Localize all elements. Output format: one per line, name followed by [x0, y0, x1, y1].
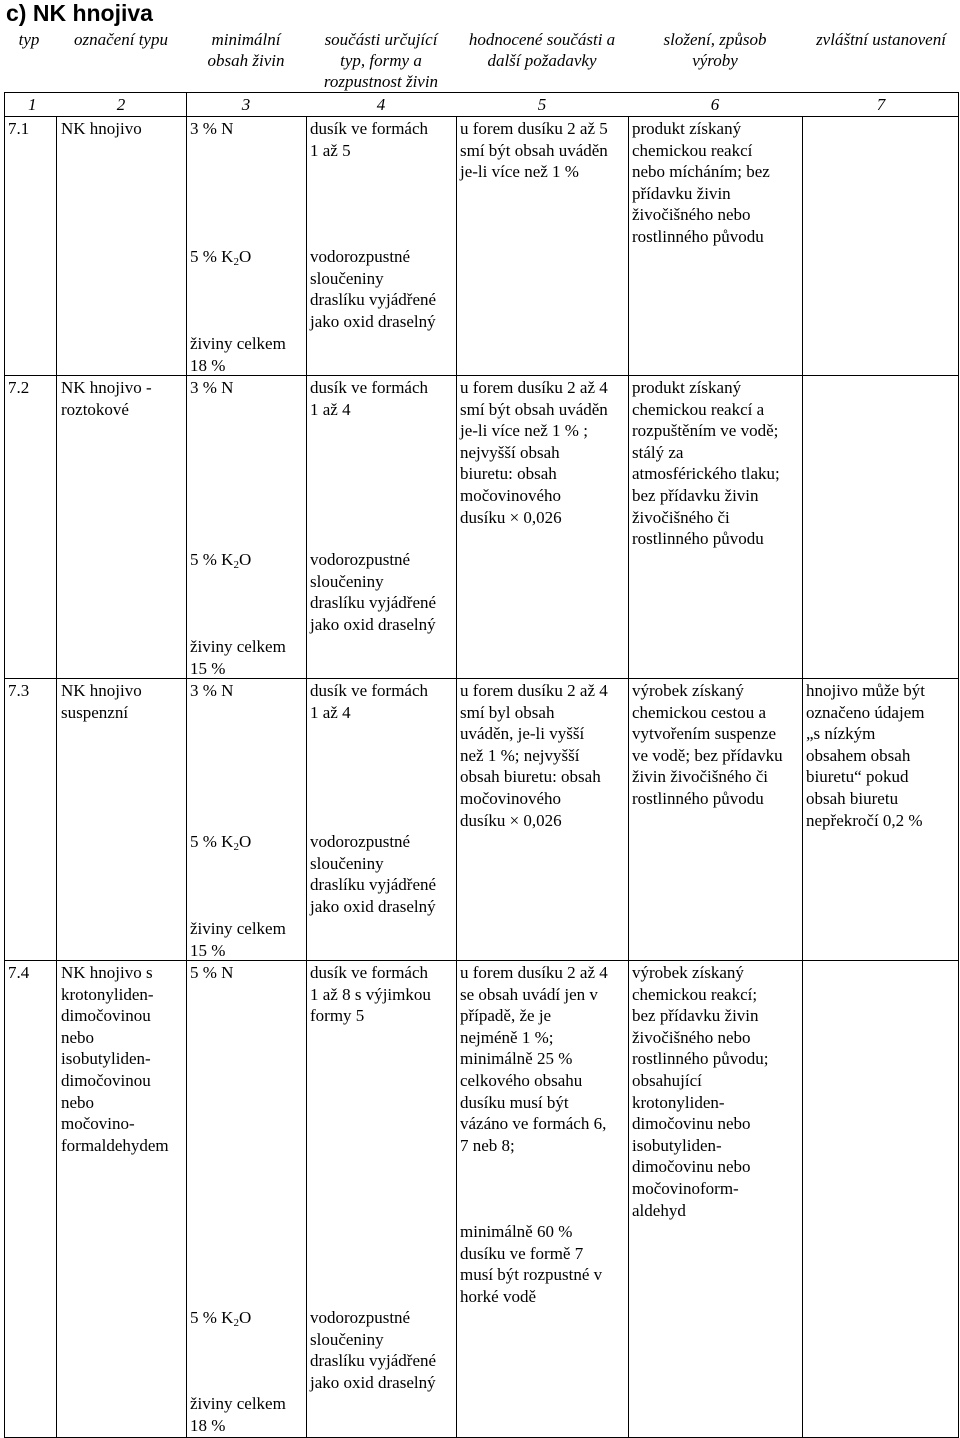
k-post: O — [238, 1308, 252, 1327]
row-form-k: vodorozpustné sloučeniny draslíku vyjádřené jako oxid draselný — [310, 247, 437, 331]
number-row-rule — [4, 116, 959, 117]
header-slozeni: složení, způsob výroby — [663, 30, 767, 70]
k-pre: 5 % K — [190, 1308, 234, 1327]
column-rule — [628, 116, 629, 1438]
row-min-n: 3 % N — [190, 119, 234, 138]
row-eval: u forem dusíku 2 až 4 se obsah uvádí jen v případě, že je nejméně 1 %; minimálně 25 % celkového obsahu dusíku musí být vázáno ve formách 6, 7 neb 8; — [460, 963, 608, 1155]
header-soucasti: součásti určující typ, formy a rozpustnost živin — [323, 30, 439, 91]
row-eval: u forem dusíku 2 až 4 smí byl obsah uváděn, je-li vyšší než 1 %; nejvyšší obsah biuretu: obsah močovinového dusíku × 0,026 — [460, 681, 608, 830]
row-composition: výrobek získaný chemickou reakcí; bez přídavku živin živočišného nebo rostlinného původu; obsahující krotonyliden- dimočovinu nebo isobutyliden- dimočovinu nebo močovinoform- aldehyd — [632, 963, 769, 1220]
header-bottom-rule — [4, 92, 959, 93]
row-special: hnojivo může být označeno údajem „s nízkým obsahem obsah biuretu“ pokud obsah biuretu nepřekročí 0,2 % — [806, 681, 925, 830]
row-rule — [4, 678, 959, 679]
column-rule — [802, 116, 803, 1438]
column-rule — [958, 92, 959, 1438]
k-post: O — [238, 550, 252, 569]
k-pre: 5 % K — [190, 550, 234, 569]
row-total: živiny celkem 15 % — [190, 919, 286, 960]
row-rule — [4, 375, 959, 376]
k-pre: 5 % K — [190, 832, 234, 851]
row-total: živiny celkem 18 % — [190, 1394, 286, 1435]
k-pre: 5 % K — [190, 247, 234, 266]
row-form-n: dusík ve formách 1 až 5 — [310, 119, 429, 160]
row-composition: výrobek získaný chemickou cestou a vytvořením suspenze ve vodě; bez přídavku živin živočišného či rostlinného původu — [632, 681, 783, 808]
header-typ: typ — [18, 30, 40, 49]
column-number: 5 — [537, 95, 547, 114]
column-rule — [56, 116, 57, 1438]
row-min-n: 3 % N — [190, 681, 234, 700]
column-number: 6 — [710, 95, 720, 114]
row-form-n: dusík ve formách 1 až 8 s výjimkou formy 5 — [310, 963, 431, 1026]
header-hodnocene: hodnocené součásti a další požadavky — [468, 30, 616, 70]
column-rule — [186, 92, 187, 1438]
column-number: 1 — [28, 95, 37, 114]
row-typ: 7.3 — [8, 681, 30, 700]
column-number: 3 — [241, 95, 251, 114]
row-composition: produkt získaný chemickou reakcí nebo mícháním; bez přídavku živin živočišného nebo rostlinného původu — [632, 119, 770, 246]
row-min-k — [190, 831, 251, 853]
column-rule — [4, 92, 5, 1438]
row-typ: 7.2 — [8, 378, 30, 397]
k-subscript: 2 — [233, 256, 239, 268]
row-total: živiny celkem 15 % — [190, 637, 286, 678]
row-min-k — [190, 246, 251, 268]
row-min-n: 3 % N — [190, 378, 234, 397]
row-eval: u forem dusíku 2 až 4 smí být obsah uváděn je-li více než 1 % ; nejvyšší obsah biuretu: obsah močovinového dusíku × 0,026 — [460, 378, 608, 527]
row-total: živiny celkem 18 % — [190, 334, 286, 375]
row-name: NK hnojivo s krotonyliden- dimočovinou nebo isobutyliden- dimočovinou nebo močovino- formaldehydem — [61, 963, 169, 1155]
row-min-k — [190, 1307, 251, 1329]
row-min-n: 5 % N — [190, 963, 234, 982]
row-rule — [4, 960, 959, 961]
column-rule — [306, 116, 307, 1438]
column-number: 7 — [876, 95, 886, 114]
row-name: NK hnojivo - roztokové — [61, 378, 152, 419]
row-form-n: dusík ve formách 1 až 4 — [310, 378, 429, 419]
column-rule — [456, 116, 457, 1438]
k-subscript: 2 — [233, 841, 239, 853]
k-post: O — [238, 247, 252, 266]
column-number: 2 — [116, 95, 126, 114]
row-eval-secondary: minimálně 60 % dusíku ve formě 7 musí být rozpustné v horké vodě — [460, 1222, 603, 1306]
row-typ: 7.4 — [8, 963, 30, 982]
section-title: c) NK hnojiva — [6, 0, 153, 26]
row-typ: 7.1 — [8, 119, 30, 138]
row-form-k: vodorozpustné sloučeniny draslíku vyjádřené jako oxid draselný — [310, 1308, 437, 1392]
row-min-k — [190, 549, 251, 571]
row-form-n: dusík ve formách 1 až 4 — [310, 681, 429, 722]
row-form-k: vodorozpustné sloučeniny draslíku vyjádřené jako oxid draselný — [310, 550, 437, 634]
header-zvlastni: zvláštní ustanovení — [816, 30, 946, 49]
row-form-k: vodorozpustné sloučeniny draslíku vyjádřené jako oxid draselný — [310, 832, 437, 916]
k-subscript: 2 — [233, 1317, 239, 1329]
row-composition: produkt získaný chemickou reakcí a rozpuštěním ve vodě; stálý za atmosférického tlaku; bez přídavku živin živočišného či rostlinného původu — [632, 378, 780, 549]
k-post: O — [238, 832, 252, 851]
row-name: NK hnojivo suspenzní — [61, 681, 142, 722]
header-oznaceni: označení typu — [74, 30, 168, 49]
row-name: NK hnojivo — [61, 119, 142, 138]
row-eval: u forem dusíku 2 až 5 smí být obsah uváděn je-li více než 1 % — [460, 119, 608, 182]
k-subscript: 2 — [233, 559, 239, 571]
column-number: 4 — [376, 95, 386, 114]
header-min-obsah: minimální obsah živin — [207, 30, 285, 70]
